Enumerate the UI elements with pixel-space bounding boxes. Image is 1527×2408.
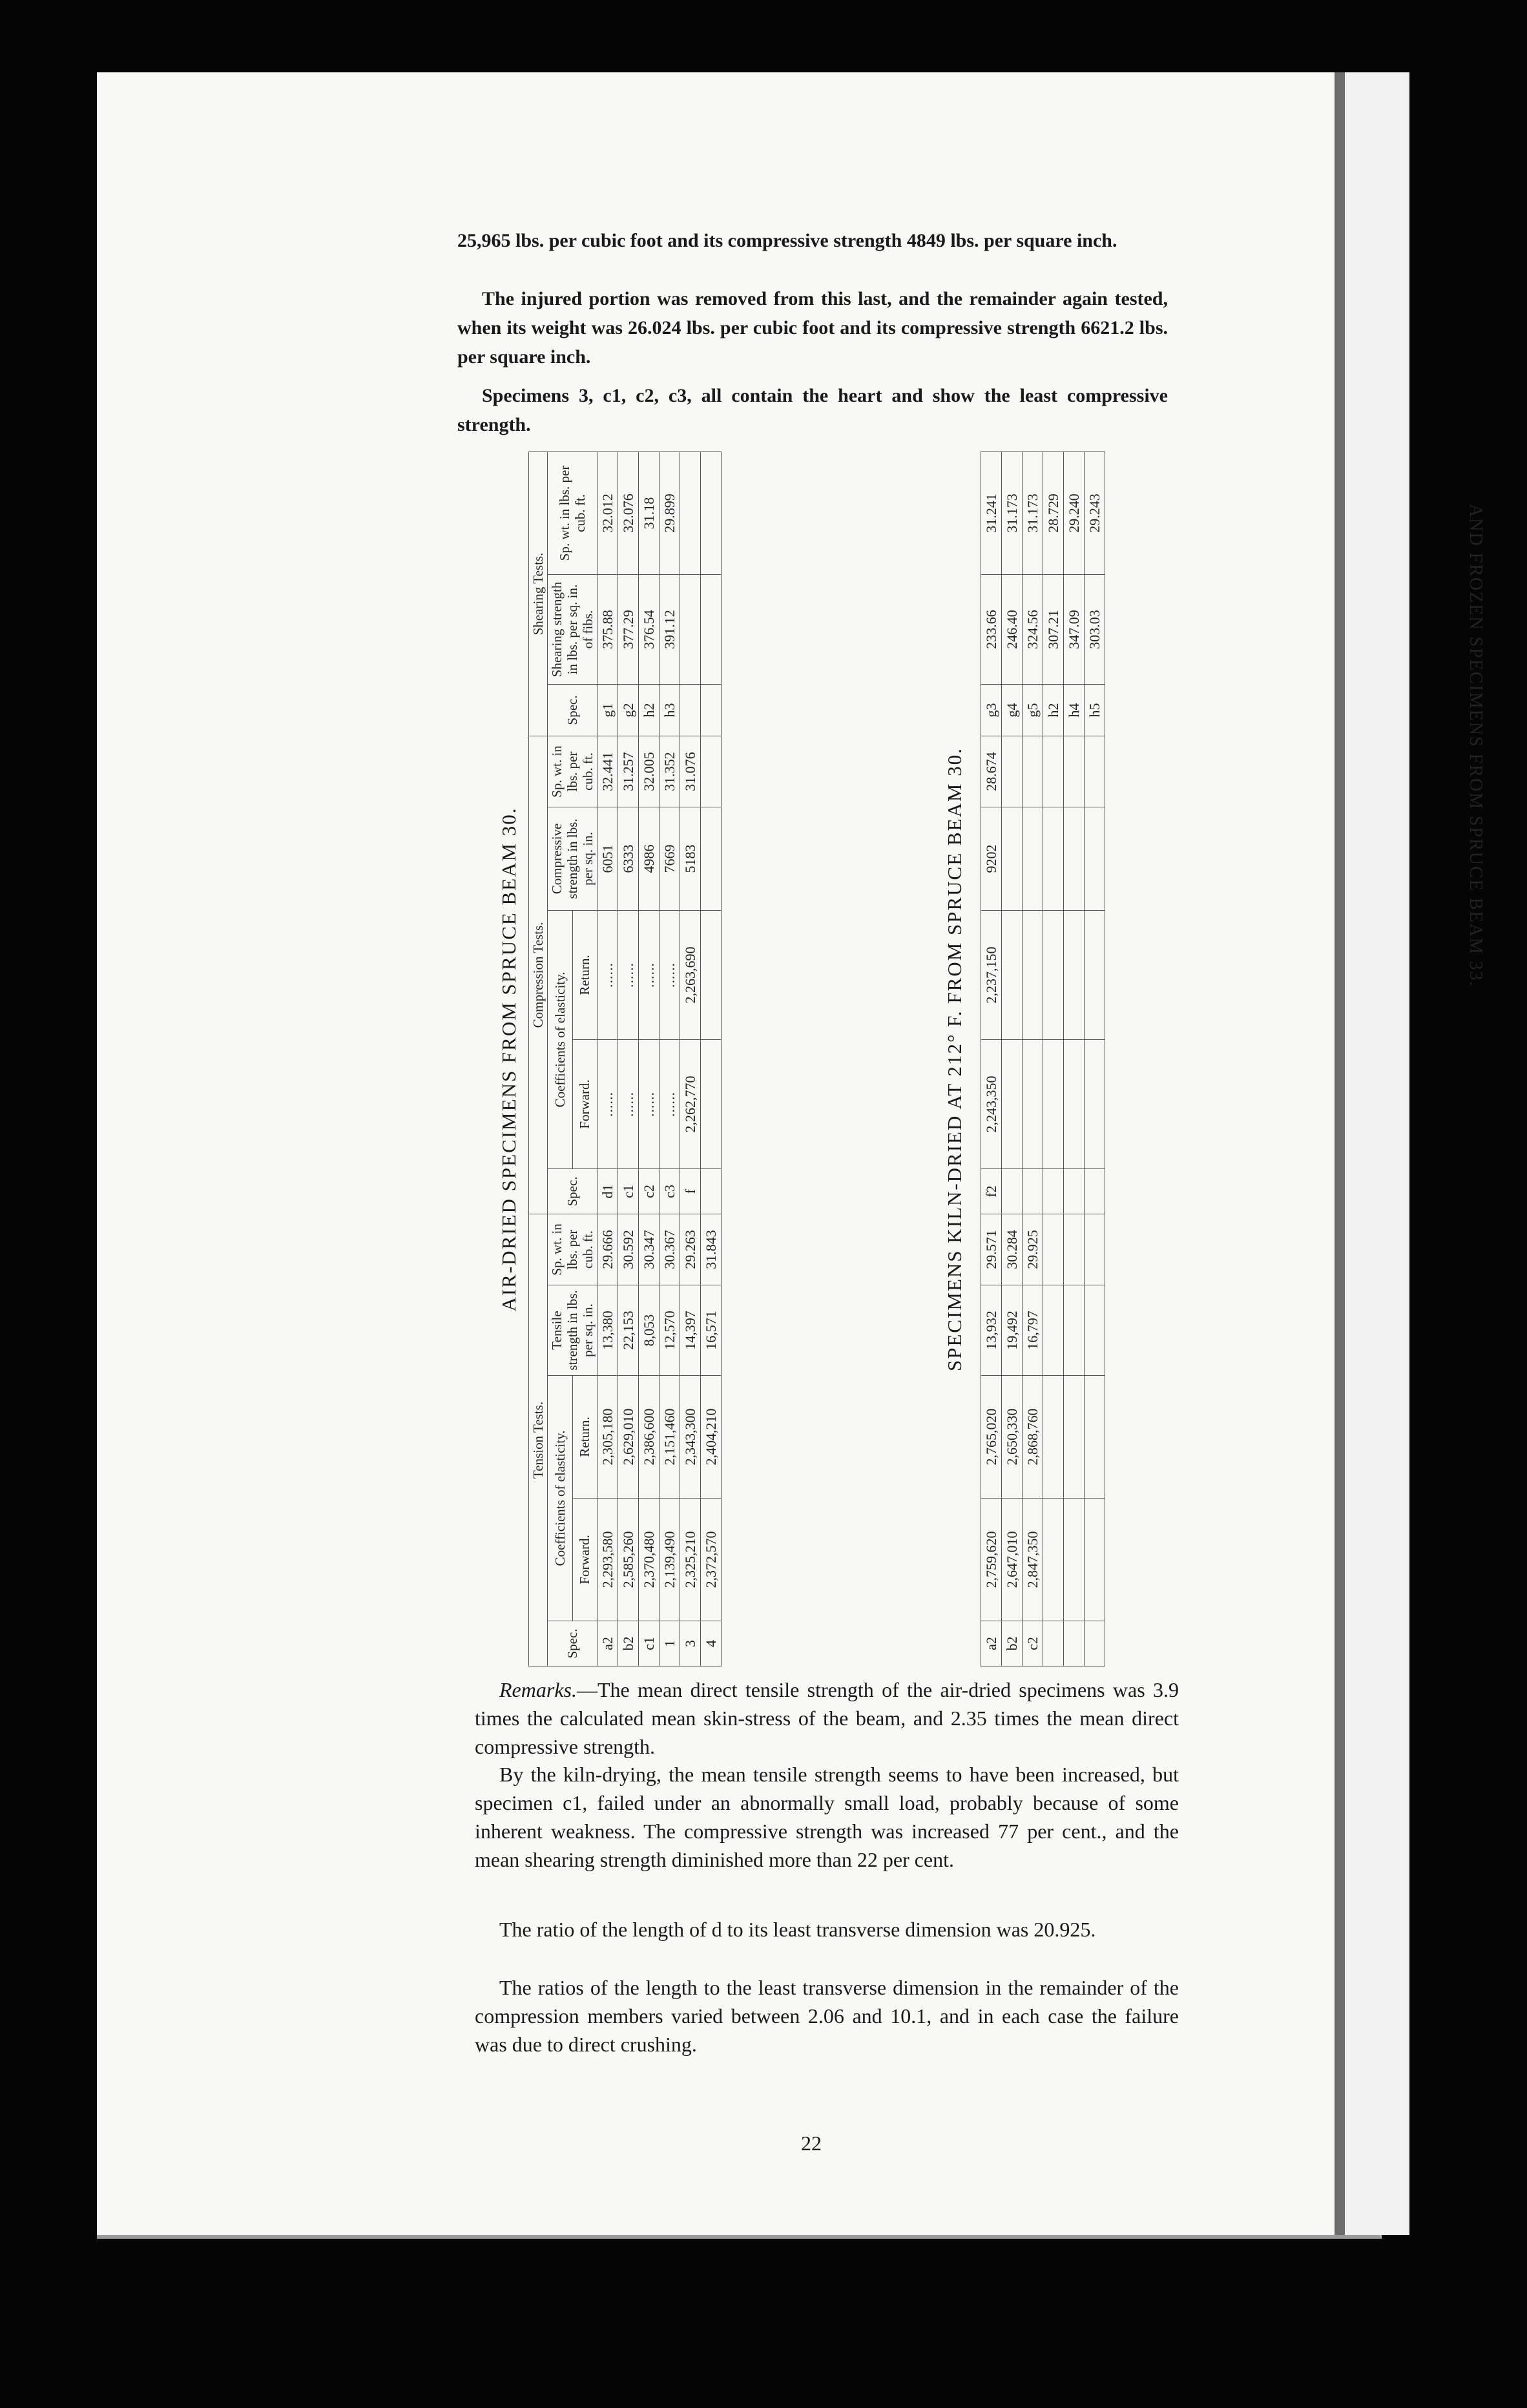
table-row (981, 452, 1002, 1666)
table-cell (1085, 1040, 1105, 1169)
table-cell: 32.441 (597, 736, 618, 807)
kiln-paragraph: By the kiln-drying, the mean tensile strength seems to have been increased, but specimen c1, failed under an abnormally small load, probably because of some inherent weakness. The compressive strength was increased 77 per cent., and the mean shearing strength diminished more than 22 per cent. (475, 1763, 1179, 1871)
table-cell: 28.674 (981, 736, 1002, 807)
table-cell: 31.241 (981, 452, 1002, 575)
table-cell (1064, 1214, 1085, 1285)
table-cell: g2 (618, 684, 639, 736)
spwt-header: Sp. wt. in lbs. per cub. ft. (548, 451, 597, 574)
table-cell (1043, 807, 1064, 911)
kiln-dried-table-title: SPECIMENS KILN-DRIED AT 212° F. FROM SPRUCE BEAM 30. (943, 747, 966, 1371)
table-cell: 2,370,480 (639, 1499, 660, 1621)
table-cell: 2,243,350 (981, 1040, 1002, 1169)
table-cell: 29.925 (1023, 1214, 1043, 1285)
table-cell: ...... (618, 1039, 639, 1168)
ratio-paragraph: The ratio of the length of d to its least transverse dimension was 20.925. (499, 1918, 1096, 1941)
forward-header: Forward. (572, 1499, 597, 1621)
table-cell: 31.173 (1023, 452, 1043, 575)
table-cell (1002, 911, 1023, 1040)
remarks-text: —The mean direct tensile strength of the air-dried specimens was 3.9 times the calculated mean skin-stress of the beam, and 2.35 times the mean direct compressive strength. (475, 1678, 1179, 1758)
table-cell: h3 (660, 684, 680, 736)
book-gutter (1335, 72, 1345, 2235)
table-cell: 2,263,690 (680, 910, 701, 1039)
table-cell: 2,759,620 (981, 1499, 1002, 1621)
shearing-tests-header: Shearing Tests. (529, 451, 548, 736)
table-cell: 29.240 (1064, 452, 1085, 575)
table-cell: c2 (1023, 1621, 1043, 1666)
table-cell: ...... (639, 910, 660, 1039)
table-cell (1002, 736, 1023, 807)
table-cell: 9202 (981, 807, 1002, 911)
table-cell: 32.076 (618, 451, 639, 574)
table-cell: h5 (1085, 685, 1105, 736)
table-cell: g1 (597, 684, 618, 736)
table-cell: 13,932 (981, 1285, 1002, 1376)
table-cell: 2,868,760 (1023, 1376, 1043, 1499)
table-cell (1023, 1040, 1043, 1169)
table-cell: 376.54 (639, 574, 660, 684)
table-cell: 16,571 (701, 1285, 722, 1376)
spec-header: Spec. (548, 1621, 597, 1666)
table-cell (1085, 1214, 1105, 1285)
table-cell: 29.571 (981, 1214, 1002, 1285)
table-cell: 233.66 (981, 575, 1002, 685)
table-cell (701, 684, 722, 736)
table-cell: ...... (597, 910, 618, 1039)
table-cell: 30.592 (618, 1214, 639, 1285)
table-cell (1064, 736, 1085, 807)
air-dried-table-body (597, 451, 722, 1666)
table-cell: 30.284 (1002, 1214, 1023, 1285)
table-cell (1043, 1621, 1064, 1666)
table-cell: c1 (639, 1621, 660, 1666)
table-cell (1085, 736, 1105, 807)
table-cell: b2 (1002, 1621, 1023, 1666)
table-cell (1064, 1499, 1085, 1621)
table-cell: f (680, 1168, 701, 1214)
table-cell (680, 451, 701, 574)
table-cell: 14,397 (680, 1285, 701, 1376)
table-cell: 2,372,570 (701, 1499, 722, 1621)
compression-tests-header: Compression Tests. (529, 736, 548, 1214)
table-cell: 2,343,300 (680, 1376, 701, 1499)
facing-page-strip (1351, 72, 1527, 2235)
table-cell (1064, 911, 1085, 1040)
table-cell: 5183 (680, 807, 701, 910)
table-row (639, 451, 660, 1666)
table-cell (1023, 736, 1043, 807)
table-cell (1023, 911, 1043, 1040)
table-cell (701, 807, 722, 910)
table-row (1064, 452, 1085, 1666)
remarks-paragraph (475, 1676, 1179, 1761)
table-cell (701, 574, 722, 684)
table-cell: a2 (597, 1621, 618, 1666)
table-cell: 31.18 (639, 451, 660, 574)
air-dried-table (528, 451, 722, 1666)
table-cell: ...... (660, 910, 680, 1039)
table-cell: 2,325,210 (680, 1499, 701, 1621)
table-cell (701, 1039, 722, 1168)
table-cell (680, 574, 701, 684)
table-cell: 6051 (597, 807, 618, 910)
table-cell (1043, 1169, 1064, 1214)
table-cell (680, 684, 701, 736)
table-cell: b2 (618, 1621, 639, 1666)
table-cell (1043, 1376, 1064, 1499)
table-row (701, 451, 722, 1666)
table-cell: d1 (597, 1168, 618, 1214)
table-cell (701, 451, 722, 574)
spwt-header: Sp. wt. in lbs. per cub. ft. (548, 736, 597, 807)
coeff-header: Coefficients of elasticity. (548, 1376, 573, 1621)
table-cell: 3 (680, 1621, 701, 1666)
intro-paragraph-2: The injured portion was removed from this last, and the remainder again tested, when its weight was 26.024 lbs. per cubic foot and its compressive strength 6621.2 lbs. per square inch. (457, 288, 1168, 368)
table-cell (1085, 911, 1105, 1040)
table-cell: 32.005 (639, 736, 660, 807)
table-cell: 375.88 (597, 574, 618, 684)
table-cell: 19,492 (1002, 1285, 1023, 1376)
rotated-table (491, 452, 1137, 1666)
table-cell: 2,629,010 (618, 1376, 639, 1499)
air-dried-table-title: AIR-DRIED SPECIMENS FROM SPRUCE BEAM 30. (497, 807, 520, 1312)
table-row (1085, 452, 1105, 1666)
table-cell: f2 (981, 1169, 1002, 1214)
shearing-header: Shearing strength in lbs. per sq. in. of fibs. (548, 574, 597, 684)
table-cell: 2,262,770 (680, 1039, 701, 1168)
table-cell: ...... (639, 1039, 660, 1168)
table-cell: 2,386,600 (639, 1376, 660, 1499)
page-number: 22 (801, 2132, 822, 2155)
table-cell: h4 (1064, 685, 1085, 736)
table-cell (1043, 1499, 1064, 1621)
table-cell: 29.666 (597, 1214, 618, 1285)
table-cell: 4 (701, 1621, 722, 1666)
table-cell: 246.40 (1002, 575, 1023, 685)
table-cell: 2,293,580 (597, 1499, 618, 1621)
table-cell: 8,053 (639, 1285, 660, 1376)
table-cell: g5 (1023, 685, 1043, 736)
table-cell: 303.03 (1085, 575, 1105, 685)
tension-tests-header: Tension Tests. (529, 1214, 548, 1666)
table-cell: 377.29 (618, 574, 639, 684)
rotated-table-region (491, 452, 1137, 1666)
table-cell: h2 (1043, 685, 1064, 736)
table-cell (1043, 911, 1064, 1040)
table-cell: 28.729 (1043, 452, 1064, 575)
kiln-dried-table (981, 451, 1105, 1666)
table-cell (701, 736, 722, 807)
table-cell: 2,765,020 (981, 1376, 1002, 1499)
facing-page-running-head: AND FROZEN SPECIMENS FROM SPRUCE BEAM 33. (1466, 504, 1486, 988)
table-cell: 391.12 (660, 574, 680, 684)
table-cell (1085, 1376, 1105, 1499)
table-cell: 31.257 (618, 736, 639, 807)
table-cell (1085, 807, 1105, 911)
table-cell: 347.09 (1064, 575, 1085, 685)
table-cell: 2,847,350 (1023, 1499, 1043, 1621)
table-cell: 12,570 (660, 1285, 680, 1376)
table-cell: c1 (618, 1168, 639, 1214)
table-row (597, 451, 618, 1666)
table-cell: 2,151,460 (660, 1376, 680, 1499)
table-cell: 22,153 (618, 1285, 639, 1376)
table-cell (1064, 807, 1085, 911)
table-cell (1085, 1499, 1105, 1621)
table-cell (1085, 1621, 1105, 1666)
table-cell: 29.243 (1085, 452, 1105, 575)
table-cell (1064, 1169, 1085, 1214)
table-cell (1064, 1285, 1085, 1376)
table-cell: a2 (981, 1621, 1002, 1666)
remarks-label: Remarks. (499, 1678, 577, 1701)
ratios-paragraph: The ratios of the length to the least transverse dimension in the remainder of the compression members varied between 2.06 and 10.1, and in each case the failure was due to direct crushing. (475, 1976, 1179, 2056)
table-cell: g4 (1002, 685, 1023, 736)
table-cell: 4986 (639, 807, 660, 910)
table-cell: 29.263 (680, 1214, 701, 1285)
table-cell (1064, 1040, 1085, 1169)
table-cell: 31.843 (701, 1214, 722, 1285)
table-cell: c2 (639, 1168, 660, 1214)
table-cell: 6333 (618, 807, 639, 910)
spec-header: Spec. (548, 684, 597, 736)
table-cell: 32.012 (597, 451, 618, 574)
table-cell (701, 1168, 722, 1214)
table-cell (1002, 1169, 1023, 1214)
return-header: Return. (572, 910, 597, 1039)
spwt-header: Sp. wt. in lbs. per cub. ft. (548, 1214, 597, 1285)
table-cell (1002, 1040, 1023, 1169)
table-cell: ...... (618, 910, 639, 1039)
table-cell: 31.076 (680, 736, 701, 807)
table-cell: 31.352 (660, 736, 680, 807)
return-header: Return. (572, 1376, 597, 1499)
table-cell (1043, 1285, 1064, 1376)
table-cell: 16,797 (1023, 1285, 1043, 1376)
table-cell: 31.173 (1002, 452, 1023, 575)
table-cell (1064, 1621, 1085, 1666)
table-cell (1043, 1214, 1064, 1285)
table-cell (1023, 1169, 1043, 1214)
table-cell: 29.899 (660, 451, 680, 574)
table-cell: 30.367 (660, 1214, 680, 1285)
table-cell: 2,647,010 (1002, 1499, 1023, 1621)
table-cell: 2,237,150 (981, 911, 1002, 1040)
table-cell: 2,585,260 (618, 1499, 639, 1621)
table-cell: h2 (639, 684, 660, 736)
coeff-header: Coefficients of elasticity. (548, 910, 573, 1168)
table-cell: 2,404,210 (701, 1376, 722, 1499)
intro-paragraph-3: Specimens 3, c1, c2, c3, all contain the heart and show the least compressive strength. (457, 385, 1168, 435)
spec-header: Spec. (548, 1168, 597, 1214)
table-row (1002, 452, 1023, 1666)
table-cell (1085, 1169, 1105, 1214)
table-row (680, 451, 701, 1666)
table-cell: g3 (981, 685, 1002, 736)
table-cell: ...... (660, 1039, 680, 1168)
table-cell: c3 (660, 1168, 680, 1214)
table-cell (701, 910, 722, 1039)
compressive-header: Compressive strength in lbs. per sq. in. (548, 807, 597, 910)
tensile-header: Tensile strength in lbs. per sq. in. (548, 1285, 597, 1376)
table-cell (1023, 807, 1043, 911)
table-cell: ...... (597, 1039, 618, 1168)
table-cell (1002, 807, 1023, 911)
forward-header: Forward. (572, 1039, 597, 1168)
table-cell: 2,139,490 (660, 1499, 680, 1621)
table-cell: 324.56 (1023, 575, 1043, 685)
table-cell (1085, 1285, 1105, 1376)
table-cell: 7669 (660, 807, 680, 910)
table-cell (1064, 1376, 1085, 1499)
table-row (618, 451, 639, 1666)
table-cell (1043, 1040, 1064, 1169)
table-cell: 1 (660, 1621, 680, 1666)
table-cell (1043, 736, 1064, 807)
table-cell: 2,305,180 (597, 1376, 618, 1499)
table-row (660, 451, 680, 1666)
table-row (1043, 452, 1064, 1666)
intro-paragraph-1: 25,965 lbs. per cubic foot and its compressive strength 4849 lbs. per square inch. (457, 230, 1117, 251)
table-cell: 13,380 (597, 1285, 618, 1376)
table-cell: 2,650,330 (1002, 1376, 1023, 1499)
table-row (1023, 452, 1043, 1666)
kiln-dried-table-body (981, 452, 1105, 1666)
table-cell: 30.347 (639, 1214, 660, 1285)
table-cell: 307.21 (1043, 575, 1064, 685)
